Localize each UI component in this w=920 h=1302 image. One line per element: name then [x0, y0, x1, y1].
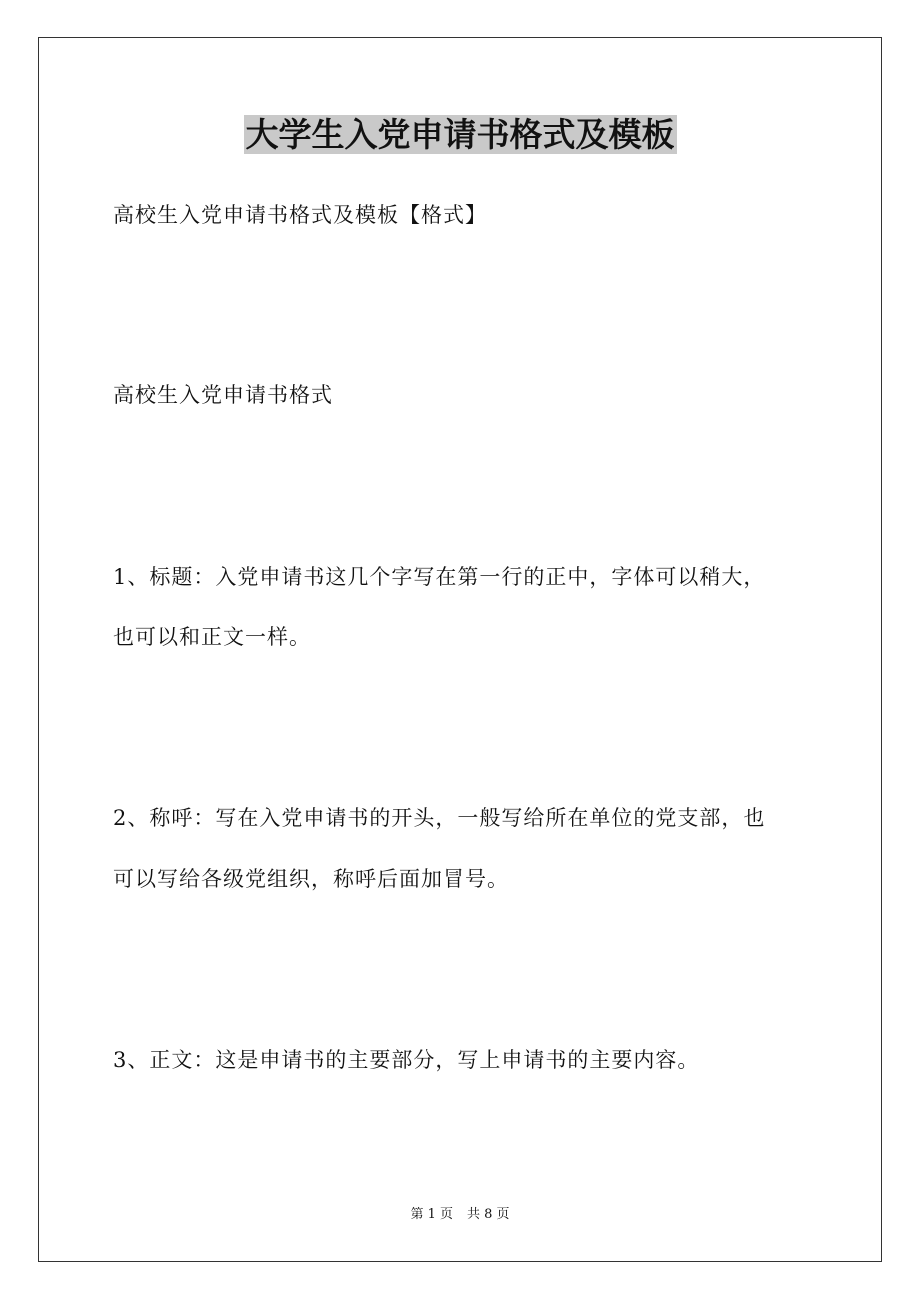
page-footer [0, 1205, 920, 1225]
document-title-text: 大学生入党申请书格式及模板 [245, 115, 675, 154]
paragraph-item-2-line-1: 2、称呼：写在入党申请书的开头，一般写给所在单位的党支部，也 [113, 806, 766, 830]
paragraph-item-1-line-2: 也可以和正文一样。 [113, 625, 311, 649]
page-number-total: 共 8 页 [467, 1207, 510, 1222]
paragraph-item-3: 3、正文：这是申请书的主要部分，写上申请书的主要内容。 [113, 1048, 700, 1072]
paragraph-item-1-line-1: 1、标题：入党申请书这几个字写在第一行的正中，字体可以稍大， [113, 565, 766, 589]
paragraph-heading-format: 高校生入党申请书格式及模板【格式】 [113, 203, 487, 227]
paragraph-section-title: 高校生入党申请书格式 [113, 383, 333, 407]
page-number-current: 第 1 页 [410, 1207, 453, 1222]
document-title [0, 113, 920, 157]
paragraph-item-2-line-2: 可以写给各级党组织，称呼后面加冒号。 [113, 867, 509, 891]
